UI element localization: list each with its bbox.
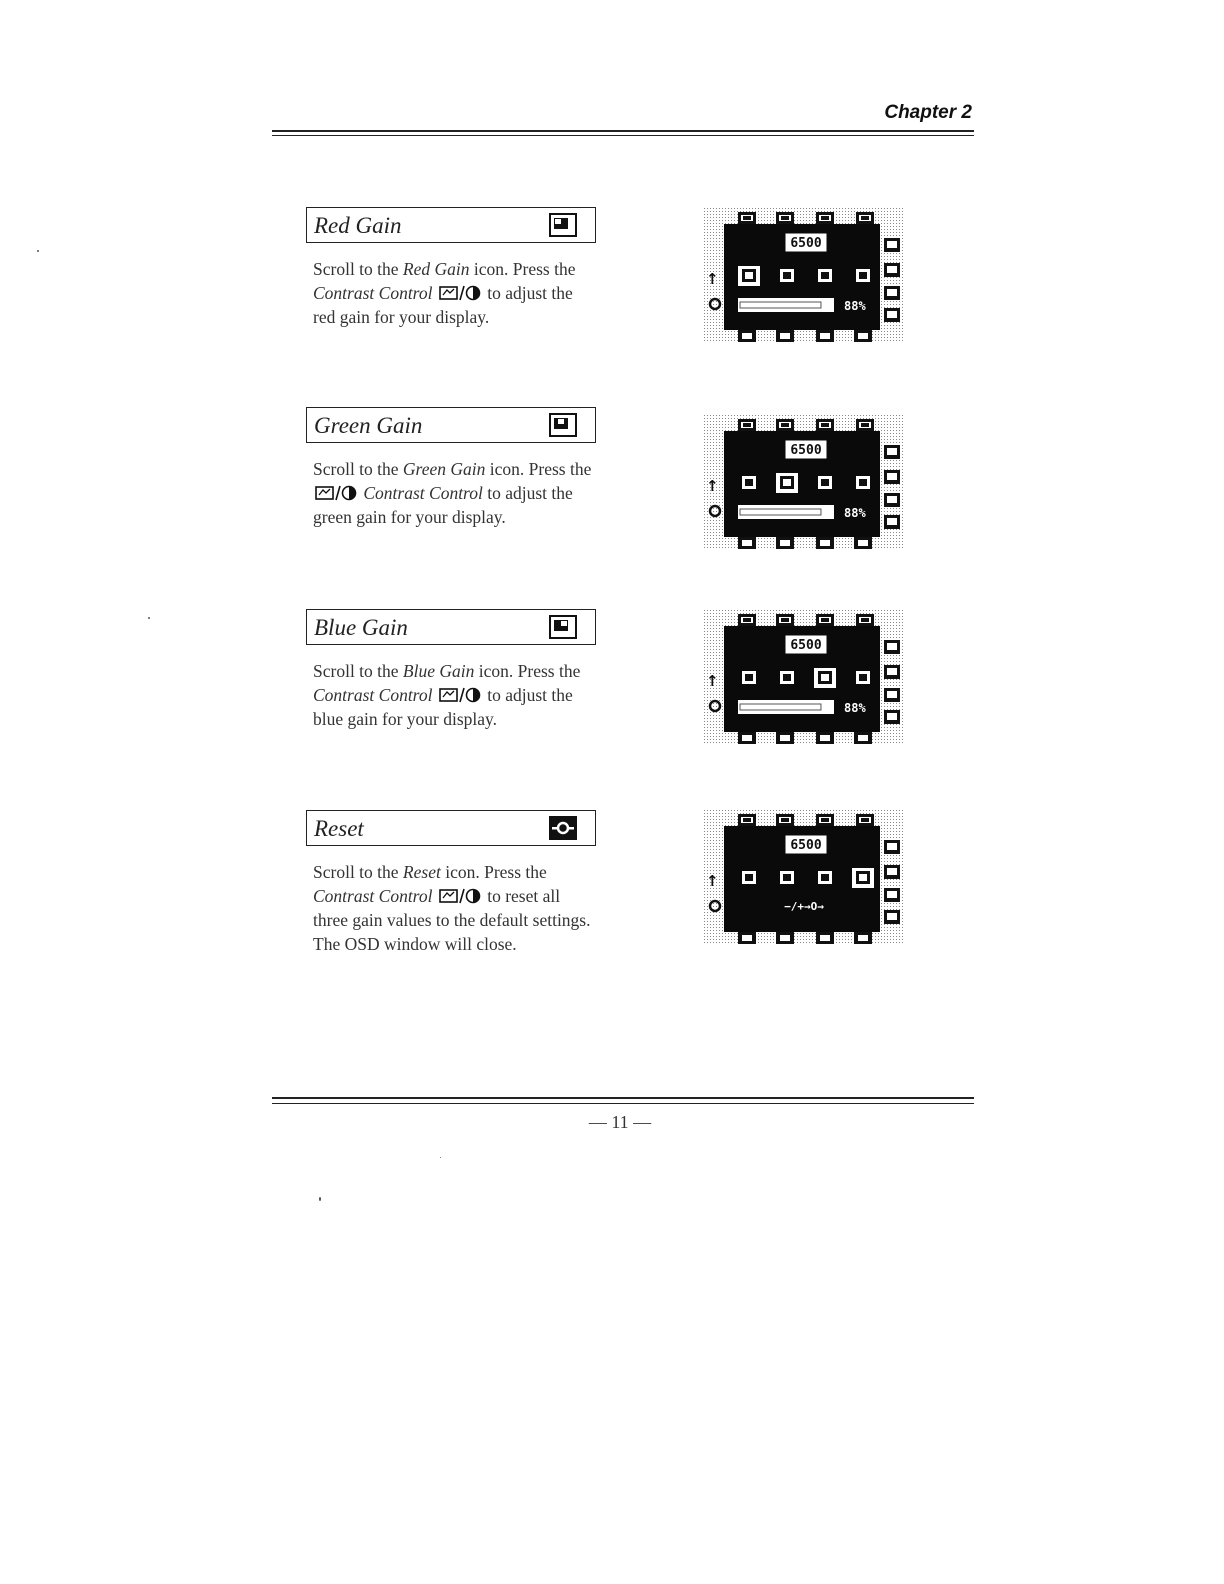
osd-menu-image xyxy=(704,810,904,944)
osd-top-icon xyxy=(856,419,874,431)
body-text: Scroll to the xyxy=(313,661,403,681)
osd-value: 6500 xyxy=(790,236,822,251)
emphasis-text: Reset xyxy=(402,862,441,882)
osd-bottom-icon xyxy=(816,537,834,549)
contrast-control-icon xyxy=(315,484,357,502)
chapter-label: Chapter 2 xyxy=(884,102,972,123)
osd-side-icon xyxy=(884,308,900,322)
osd-gain-icon xyxy=(776,266,798,286)
scan-speck xyxy=(440,1157,441,1158)
osd-top-icon xyxy=(856,212,874,224)
osd-bottom-icon xyxy=(738,732,756,744)
osd-gain-icon xyxy=(814,668,836,688)
osd-side-icon xyxy=(884,640,900,654)
osd-percent: 88% xyxy=(844,299,866,313)
osd-screenshot-red-gain xyxy=(704,208,904,342)
emphasis-text: Blue Gain xyxy=(402,661,475,681)
osd-side-icon xyxy=(884,710,900,724)
body-text: to reset all three gain values to the default settings. The OSD window will close. xyxy=(313,886,591,954)
osd-top-icon xyxy=(816,814,834,826)
footer-rule-thin xyxy=(272,1103,974,1104)
osd-gain-icon xyxy=(738,868,760,888)
osd-top-icon xyxy=(776,419,794,431)
body-text: to adjust the green gain for your display. xyxy=(313,483,573,527)
osd-gain-icon xyxy=(814,266,836,286)
section-red-gain xyxy=(306,207,596,329)
section-reset xyxy=(306,810,596,956)
body-text: to adjust the red gain for your display. xyxy=(313,283,573,327)
scan-speck xyxy=(319,1197,321,1201)
osd-side-icon xyxy=(884,493,900,507)
osd-top-icon xyxy=(738,212,756,224)
section-heading-box xyxy=(306,810,596,846)
osd-side-icon xyxy=(884,665,900,679)
osd-bottom-icon xyxy=(854,932,872,944)
osd-bottom-icon xyxy=(854,537,872,549)
osd-top-icon xyxy=(856,814,874,826)
osd-side-icon xyxy=(884,865,900,879)
body-text: Scroll to the xyxy=(313,459,403,479)
footer-rule xyxy=(272,1097,974,1099)
body-text: Scroll to the xyxy=(313,259,403,279)
body-text: icon. Press the xyxy=(474,661,581,681)
osd-percent: 88% xyxy=(844,701,866,715)
osd-side-icon xyxy=(884,888,900,902)
body-text: Scroll to the xyxy=(313,862,403,882)
osd-reset-icon xyxy=(852,266,874,286)
red-gain-icon xyxy=(549,213,577,237)
osd-bottom-icon xyxy=(816,932,834,944)
osd-gain-icon xyxy=(738,668,760,688)
reset-icon xyxy=(549,816,577,840)
osd-reset-icon xyxy=(852,668,874,688)
osd-bottom-icon xyxy=(776,932,794,944)
body-text: icon. Press the xyxy=(440,862,547,882)
section-title: Green Gain xyxy=(314,413,423,438)
osd-bottom-icon xyxy=(738,537,756,549)
section-title: Blue Gain xyxy=(314,615,408,640)
contrast-control-icon xyxy=(439,686,481,704)
header-rule-thin xyxy=(272,135,974,136)
section-green-gain xyxy=(306,407,596,529)
section-heading-box xyxy=(306,207,596,243)
osd-bottom-icon xyxy=(776,330,794,342)
osd-gain-icon xyxy=(814,473,836,493)
osd-menu-image xyxy=(704,208,904,342)
green-gain-icon xyxy=(549,413,577,437)
osd-side-icon xyxy=(884,263,900,277)
contrast-control-icon xyxy=(439,284,481,302)
osd-side-icon xyxy=(884,515,900,529)
osd-bottom-icon xyxy=(854,330,872,342)
osd-bottom-icon xyxy=(854,732,872,744)
osd-bottom-icon xyxy=(776,537,794,549)
osd-nav-icon: ↑ xyxy=(706,872,719,890)
osd-bottom-icon xyxy=(738,932,756,944)
body-text: to adjust the blue gain for your display. xyxy=(313,685,573,729)
osd-side-icon xyxy=(884,238,900,252)
osd-adjust-text: −/+→O→ xyxy=(784,900,824,913)
section-blue-gain xyxy=(306,609,596,731)
osd-value: 6500 xyxy=(790,638,822,653)
osd-value: 6500 xyxy=(790,443,822,458)
section-title: Reset xyxy=(314,816,364,841)
osd-top-icon xyxy=(738,614,756,626)
section-title: Red Gain xyxy=(314,213,402,238)
osd-top-icon xyxy=(816,212,834,224)
osd-bottom-icon xyxy=(816,732,834,744)
osd-gain-icon xyxy=(776,868,798,888)
osd-top-icon xyxy=(776,212,794,224)
emphasis-text: Contrast Control xyxy=(363,483,483,503)
body-text: icon. Press the xyxy=(469,259,576,279)
osd-nav-icon: ↑ xyxy=(706,477,719,495)
osd-gain-icon xyxy=(738,473,760,493)
section-description xyxy=(313,457,593,529)
scan-speck xyxy=(148,617,150,619)
osd-top-icon xyxy=(776,614,794,626)
osd-screenshot-reset xyxy=(704,810,904,944)
osd-menu-image xyxy=(704,610,904,744)
body-text xyxy=(432,685,436,705)
osd-percent: 88% xyxy=(844,506,866,520)
section-description xyxy=(313,659,593,731)
emphasis-text: Contrast Control xyxy=(313,283,433,303)
osd-reset-icon xyxy=(852,868,874,888)
osd-bottom-icon xyxy=(816,330,834,342)
section-heading-box xyxy=(306,407,596,443)
osd-side-icon xyxy=(884,445,900,459)
osd-screenshot-green-gain xyxy=(704,415,904,549)
emphasis-text: Red Gain xyxy=(402,259,470,279)
scan-speck xyxy=(37,250,39,252)
osd-screenshot-blue-gain xyxy=(704,610,904,744)
osd-side-icon xyxy=(884,470,900,484)
section-heading-box xyxy=(306,609,596,645)
section-description xyxy=(313,860,593,956)
osd-nav-icon: ↑ xyxy=(706,672,719,690)
blue-gain-icon xyxy=(549,615,577,639)
emphasis-text: Green Gain xyxy=(402,459,486,479)
osd-reset-icon xyxy=(852,473,874,493)
osd-slider-fill xyxy=(740,704,821,710)
osd-top-icon xyxy=(776,814,794,826)
osd-top-icon xyxy=(816,419,834,431)
body-text xyxy=(432,886,436,906)
osd-side-icon xyxy=(884,286,900,300)
osd-bottom-icon xyxy=(776,732,794,744)
section-description xyxy=(313,257,593,329)
contrast-control-icon xyxy=(439,887,481,905)
emphasis-text: Contrast Control xyxy=(313,886,433,906)
emphasis-text: Contrast Control xyxy=(313,685,433,705)
osd-menu-image xyxy=(704,415,904,549)
osd-slider-fill xyxy=(740,509,821,515)
osd-side-icon xyxy=(884,688,900,702)
osd-gain-icon xyxy=(776,668,798,688)
osd-bottom-icon xyxy=(738,330,756,342)
page-number: — 11 — xyxy=(588,1112,652,1132)
osd-top-icon xyxy=(856,614,874,626)
osd-gain-icon xyxy=(738,266,760,286)
body-text: icon. Press the xyxy=(485,459,592,479)
osd-nav-icon: ↑ xyxy=(706,270,719,288)
osd-top-icon xyxy=(738,814,756,826)
osd-gain-icon xyxy=(776,473,798,493)
osd-value: 6500 xyxy=(790,838,822,853)
osd-gain-icon xyxy=(814,868,836,888)
osd-top-icon xyxy=(738,419,756,431)
osd-top-icon xyxy=(816,614,834,626)
header-rule xyxy=(272,130,974,132)
body-text xyxy=(432,283,436,303)
osd-slider-fill xyxy=(740,302,821,308)
osd-side-icon xyxy=(884,910,900,924)
osd-side-icon xyxy=(884,840,900,854)
